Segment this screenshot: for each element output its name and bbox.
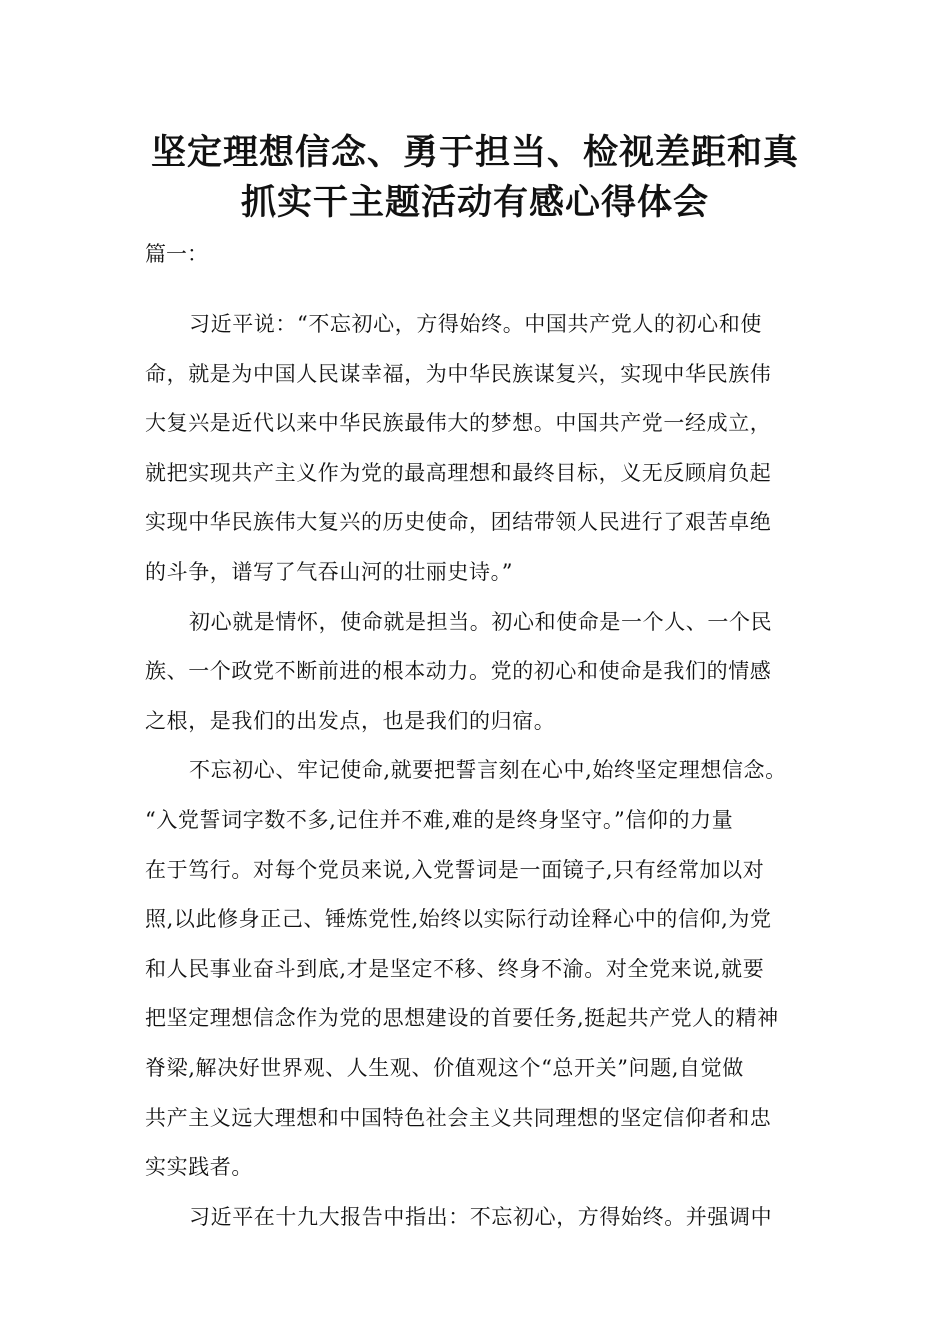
paragraph-line: 习近平在十九大报告中指出：不忘初心，方得始终。并强调中: [189, 1204, 773, 1229]
title-line-2: 抓实干主题活动有感心得体会: [240, 183, 709, 223]
document-title: [120, 128, 830, 228]
paragraph-line: 不忘初心、牢记使命,就要把誓言刻在心中,始终坚定理想信念。: [189, 758, 787, 783]
paragraph-line: 把坚定理想信念作为党的思想建设的首要任务,挺起共产党人的精神: [145, 1006, 779, 1031]
paragraph-line: 的斗争，谱写了气吞山河的壮丽史诗。”: [145, 559, 514, 584]
paragraph-line: 族、一个政党不断前进的根本动力。党的初心和使命是我们的情感: [145, 659, 772, 684]
paragraph-line: 在于笃行。对每个党员来说,入党誓词是一面镜子,只有经常加以对: [145, 857, 765, 882]
paragraph-line: “入党誓词字数不多,记住并不难,难的是终身坚守。”信仰的力量: [145, 807, 734, 832]
paragraph-1: [145, 300, 805, 598]
paragraph-line: 就把实现共产主义作为党的最高理想和最终目标，义无反顾肩负起: [145, 460, 772, 485]
document-body: [145, 230, 805, 1242]
paragraph-4: [145, 1193, 805, 1243]
paragraph-line: 脊梁,解决好世界观、人生观、价值观这个“总开关”问题,自觉做: [145, 1055, 744, 1080]
paragraph-line: 共产主义远大理想和中国特色社会主义共同理想的坚定信仰者和忠: [145, 1105, 772, 1130]
paragraph-line: 和人民事业奋斗到底,才是坚定不移、终身不渝。对全党来说,就要: [145, 956, 765, 981]
paragraph-3: [145, 746, 805, 1192]
paragraph-line: 命，就是为中国人民谋幸福，为中华民族谋复兴，实现中华民族伟: [145, 361, 772, 386]
paragraph-line: 初心就是情怀，使命就是担当。初心和使命是一个人、一个民: [189, 609, 773, 634]
paragraph-line: 实实践者。: [145, 1155, 253, 1180]
paragraph-2: [145, 598, 805, 747]
paragraph-line: 照,以此修身正己、锤炼党性,始终以实际行动诠释心中的信仰,为党: [145, 907, 772, 932]
paragraph-line: 之根，是我们的出发点，也是我们的归宿。: [145, 708, 556, 733]
section-label: 篇一：: [145, 242, 208, 266]
title-line-1: 坚定理想信念、勇于担当、检视差距和真: [150, 133, 799, 173]
paragraph-line: 习近平说：“不忘初心，方得始终。中国共产党人的初心和使: [189, 312, 762, 336]
paragraph-line: 大复兴是近代以来中华民族最伟大的梦想。中国共产党一经成立，: [145, 411, 772, 436]
paragraph-line: 实现中华民族伟大复兴的历史使命，团结带领人民进行了艰苦卓绝: [145, 510, 772, 535]
